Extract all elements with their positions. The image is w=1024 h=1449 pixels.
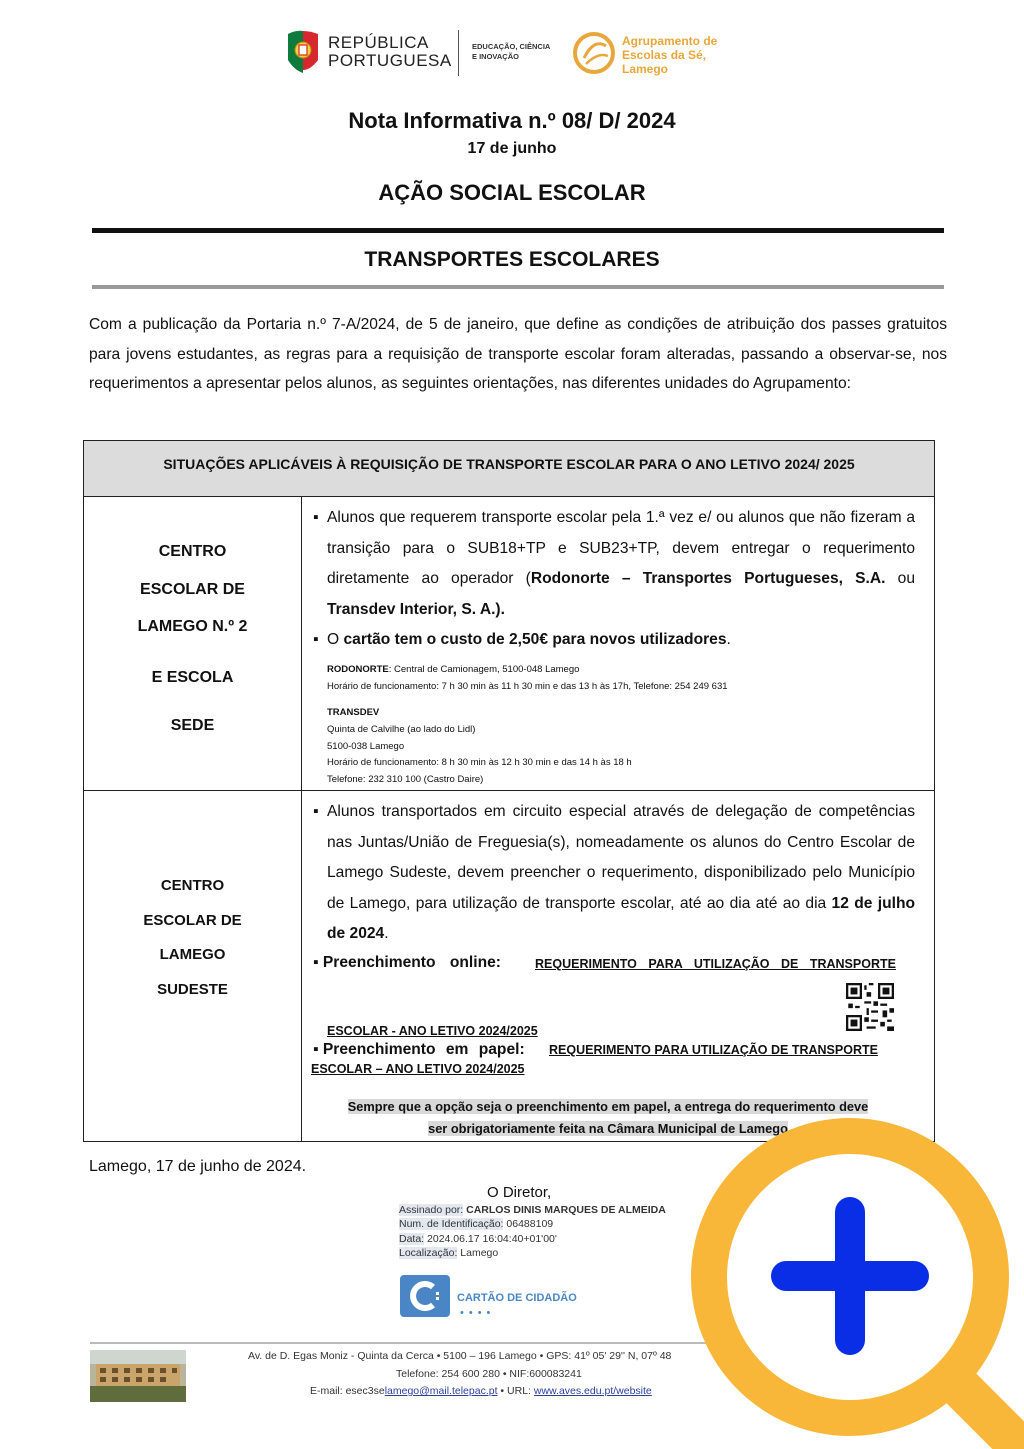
intro-paragraph: Com a publicação da Portaria n.º 7-A/2024, de 5 de janeiro, que define as condições de atribuição dos passes gratuitos para jovens estudantes, as regras para a requisição de transporte escolar foram alteradas, passando a observar-se, nos requerimentos a apresentar pelos alunos, as seguintes orientações, nas diferentes unidades do Agrupamento: [89,316,947,392]
row1-label: CENTRO ESCOLAR DE LAMEGO N.º 2 E ESCOLA SEDE [137,543,248,734]
republica-portuguesa-logo-text: REPÚBLICA PORTUGUESA [328,33,452,70]
director-title: O Diretor, [487,1184,552,1201]
paper-fill-label: Preenchimento em papel: [322,1041,525,1058]
title-rule [92,228,944,233]
school-building-photo [90,1350,186,1402]
zoom-in-icon[interactable] [690,1112,1024,1449]
cartao-de-cidadao-dots: •••• [460,1307,496,1319]
online-fill-label: Preenchimento online: [322,954,501,971]
paper-requirement-link-2[interactable]: ESCOLAR – ANO LETIVO 2024/2025 [311,1062,525,1076]
rodonorte-info: RODONORTE: Central de Camionagem, 5100-048 Lamego Horário de funcionamento: 7 h 30 min às 11 h 30 min e das 13 h às 17h, Telefone: 254 249 631 [327,664,728,692]
row1-bullet-2: ▪ O cartão tem o custo de 2,50€ para novos utilizadores. [313,631,731,648]
transdev-info: TRANSDEV Quinta de Calvilhe (ao lado do Lidl) 5100-038 Lamego Horário de funcionamento: 8 h 30 min às 12 h 30 min e das 14 h às 18 h Telefone: 232 310 100 (Castro Daire) [327,707,632,786]
place-date: Lamego, 17 de junho de 2024. [89,1158,307,1175]
online-fill-row: ▪ Preenchimento online: REQUERIMENTO PARA UTILIZAÇÃO DE TRANSPORTE [313,954,896,971]
footer-contact: Av. de D. Egas Moniz - Quinta da Cerca • 5100 – 196 Lamego • GPS: 41º 05' 29'' N, 07º 48 Telefone: 254 600 280 • NIF:600083241 E-mail: esec3selamego@mail.telepac.pt • URL: www.aves.edu.pt/website [248,1350,672,1397]
header-divider [458,30,459,76]
row1-bullet-1: ▪ Alunos que requerem transporte escolar pela 1.ª vez e/ ou alunos que não fizeram a transição para o SUB18+TP e SUB23+TP, devem entregar o requerimento diretamente ao operador (Rodonorte – Transportes Portugueses, S.A. ou Transdev Interior, S. A.). [313,509,915,618]
online-requirement-link-2[interactable]: ESCOLAR - ANO LETIVO 2024/2025 [327,1024,538,1038]
table-column-divider [301,497,302,1142]
agrupamento-logo-text: Agrupamento de Escolas da Sé, Lamego [622,34,718,76]
footer-website-link[interactable]: www.aves.edu.pt/website [533,1385,652,1397]
cartao-de-cidadao-text: CARTÃO DE CIDADÃO [457,1292,577,1304]
document-date: 17 de junho [467,140,557,157]
republica-portuguesa-emblem [286,30,320,76]
digital-signature: Assinado por: CARLOS DINIS MARQUES DE ALMEIDA Num. de Identificação: 06488109 Data: 2024.06.17 16:04:40+01'00' Localização: Lamego [399,1204,666,1259]
paper-requirement-link-1[interactable]: REQUERIMENTO PARA UTILIZAÇÃO DE TRANSPORTE [549,1043,878,1057]
subsection-title: TRANSPORTES ESCOLARES [364,248,660,271]
paper-delivery-notice: Sempre que a opção seja o preenchimento em papel, a entrega do requerimento deve ser obrigatoriamente feita na Câmara Municipal de Lamego [347,1099,869,1136]
row2-label: CENTRO ESCOLAR DE LAMEGO SUDESTE [143,877,242,998]
table-header: SITUAÇÕES APLICÁVEIS À REQUISIÇÃO DE TRANSPORTE ESCOLAR PARA O ANO LETIVO 2024/ 2025 [83,440,935,497]
online-requirement-link-1[interactable]: REQUERIMENTO PARA UTILIZAÇÃO DE TRANSPORTE [535,957,896,971]
document-title: Nota Informativa n.º 08/ D/ 2024 [348,108,676,133]
subsection-rule [92,285,944,289]
paper-fill-row: ▪ Preenchimento em papel: REQUERIMENTO PARA UTILIZAÇÃO DE TRANSPORTE [313,1041,878,1058]
qr-code-icon[interactable] [846,983,894,1031]
cartao-de-cidadao-logo-icon [400,1275,450,1317]
section-title: AÇÃO SOCIAL ESCOLAR [378,180,646,205]
agrupamento-logo-icon [570,28,618,78]
row2-bullet-1: ▪ Alunos transportados em circuito especial através de delegação de competências nas Juntas/União de Freguesia(s), nomeadamente os alunos do Centro Escolar de Lamego Sudeste, devem preencher o requerimento, disponibilizado pelo Município de Lamego, para utilização de transporte escolar, até ao dia até ao dia 12 de julho de 2024. [313,803,915,942]
table-row-divider [83,790,935,791]
ministry-label: EDUCAÇÃO, CIÊNCIA E INOVAÇÃO [472,42,551,61]
footer-email-link[interactable]: lamego@mail.telepac.pt [384,1385,498,1397]
